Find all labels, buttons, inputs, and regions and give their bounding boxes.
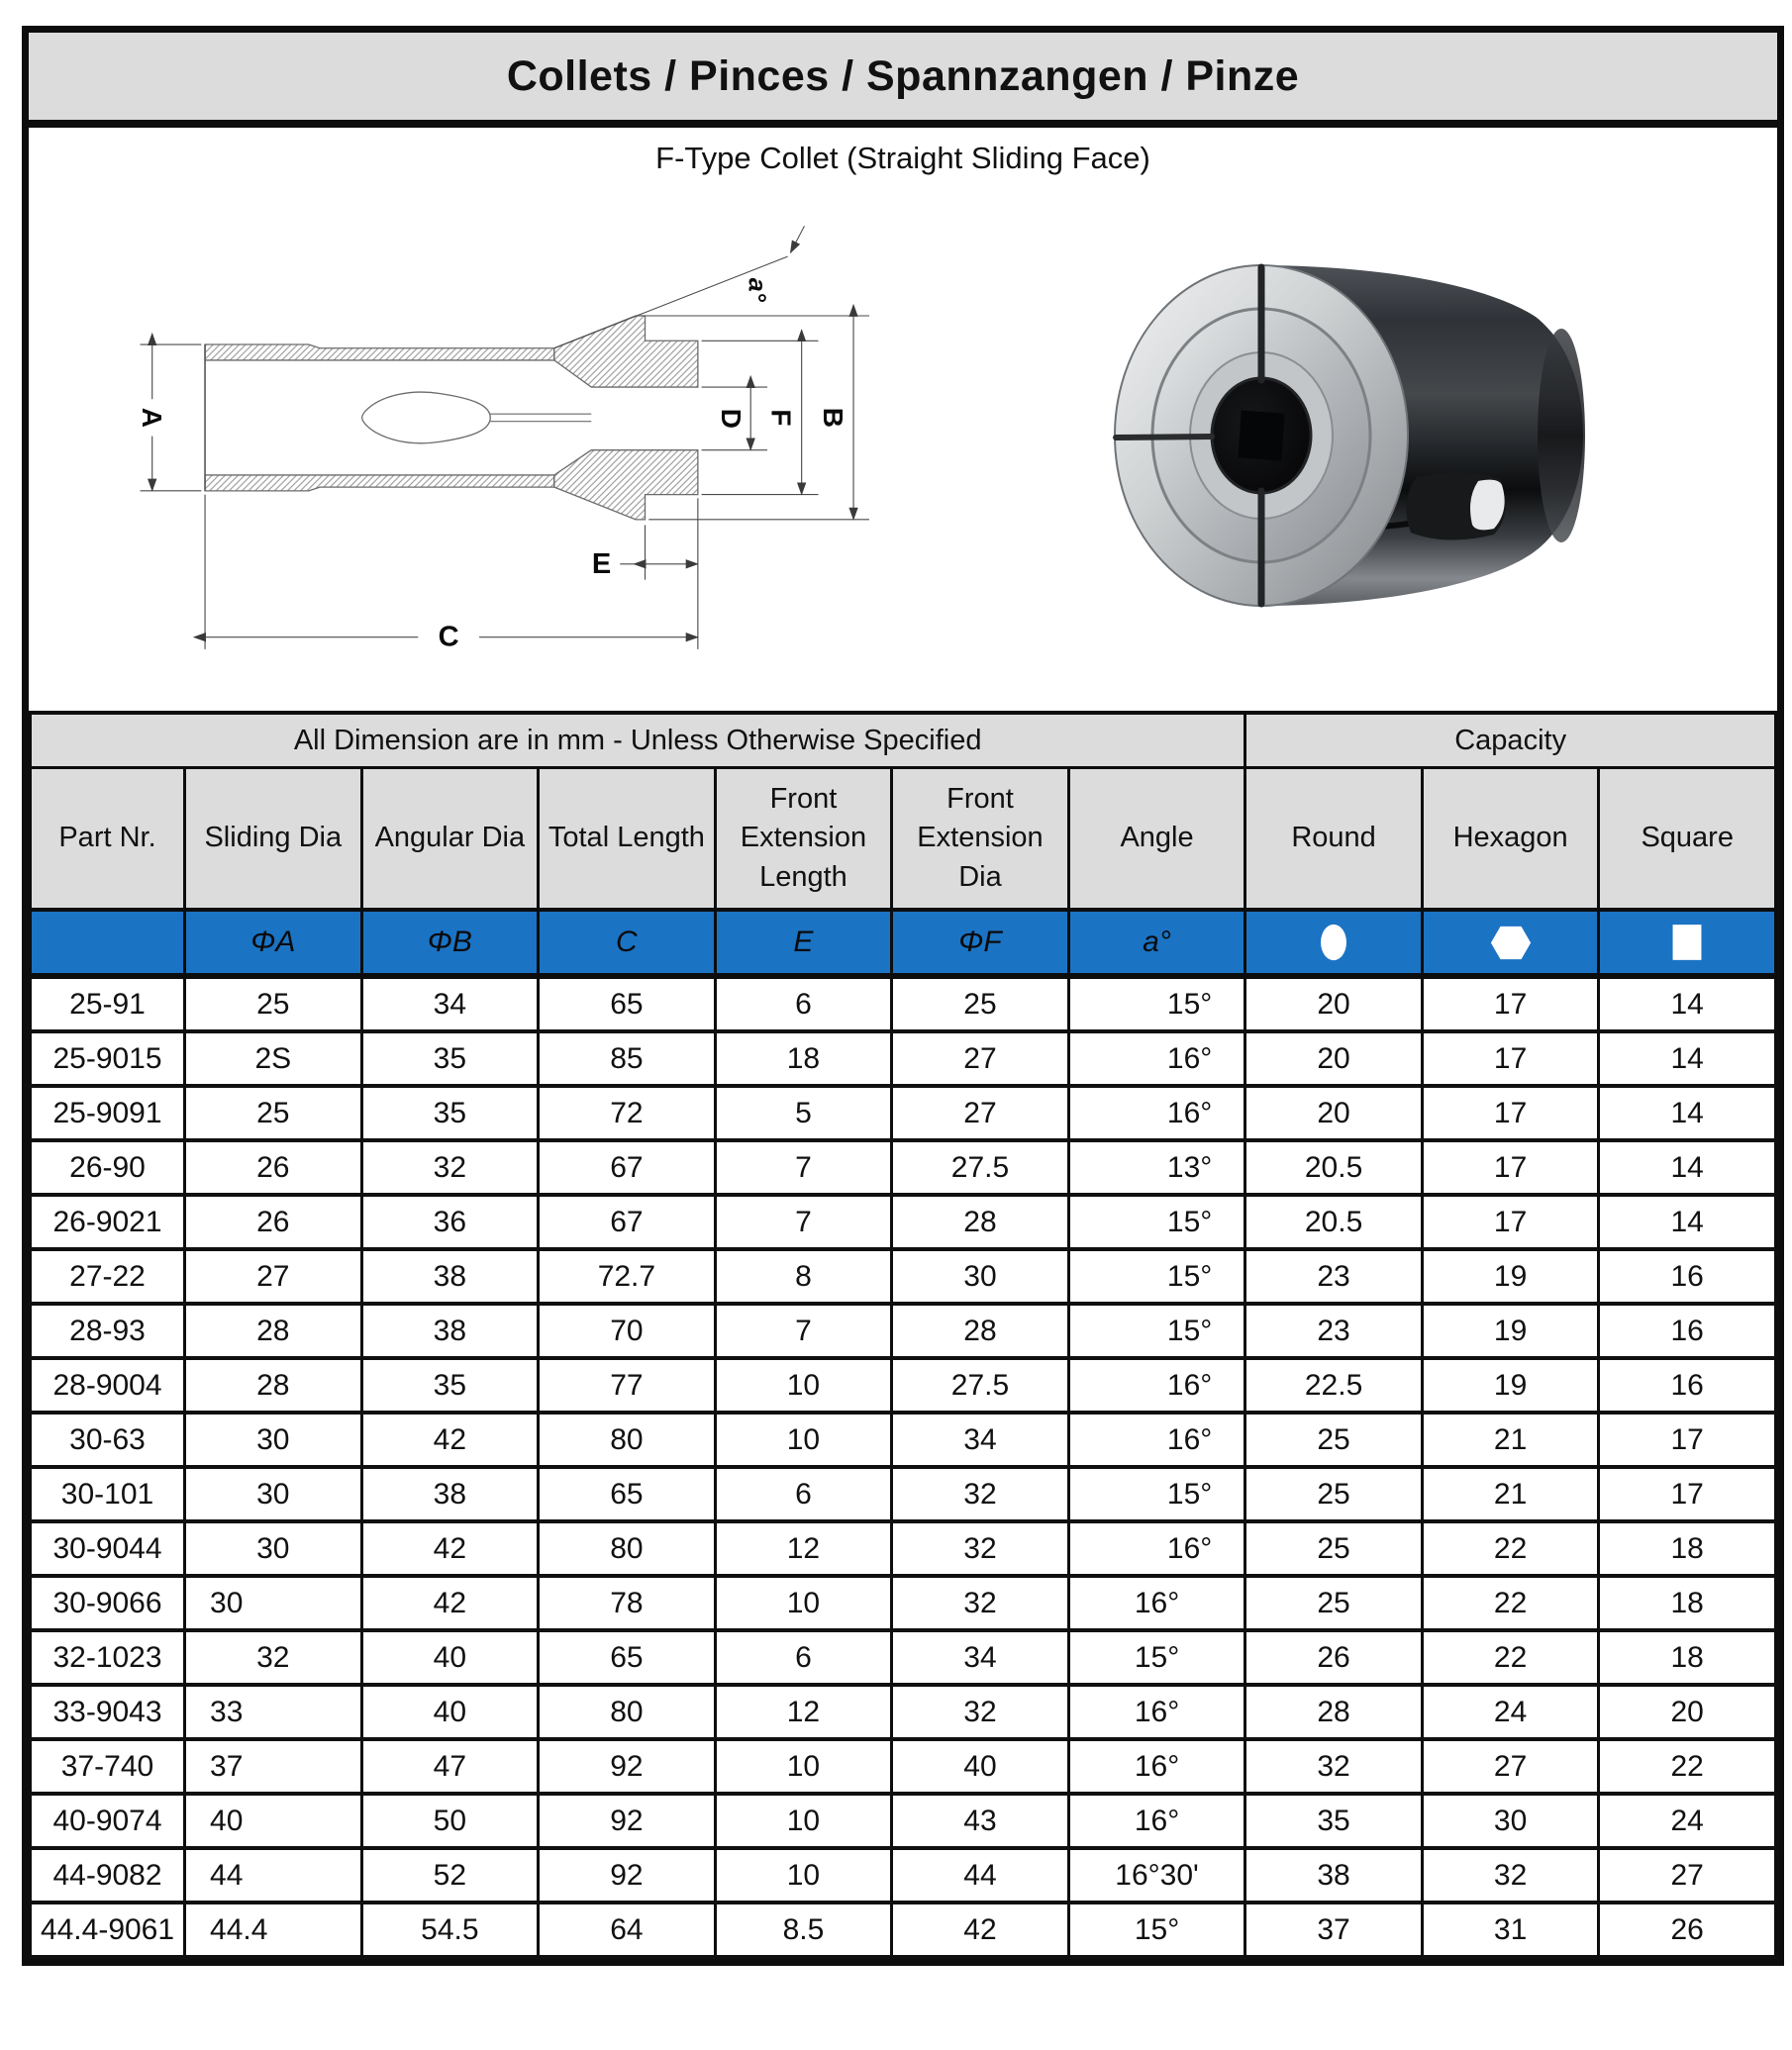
value-cell: 16°: [1068, 1358, 1245, 1413]
symbol-cell: C: [539, 910, 716, 976]
value-cell: 42: [892, 1903, 1069, 1957]
value-cell: 6: [715, 976, 892, 1031]
table-row: [31, 1576, 1776, 1630]
part-number-cell: 30-63: [31, 1413, 185, 1467]
value-cell: 16°: [1068, 1739, 1245, 1794]
value-cell: 22: [1422, 1521, 1599, 1576]
column-header-hexagon: Hexagon: [1422, 768, 1599, 911]
column-header-sliding-dia: Sliding Dia: [185, 768, 362, 911]
value-cell: 7: [715, 1140, 892, 1195]
value-cell: 32: [892, 1685, 1069, 1739]
dim-label-angle: a°: [743, 277, 771, 302]
group-header-dimensions: All Dimension are in mm - Unless Otherwise Specified: [31, 713, 1245, 768]
part-number-cell: 26-90: [31, 1140, 185, 1195]
symbol-cell: ΦB: [361, 910, 539, 976]
value-cell: 27.5: [892, 1358, 1069, 1413]
symbol-row: [31, 910, 1776, 976]
value-cell: 16°: [1068, 1794, 1245, 1848]
table-row: [31, 1358, 1776, 1413]
column-header-part-nr: Part Nr.: [31, 768, 185, 911]
value-cell: 34: [892, 1630, 1069, 1685]
value-cell: 28: [892, 1304, 1069, 1358]
value-cell: 21: [1422, 1413, 1599, 1467]
dim-label-C: C: [438, 621, 459, 653]
value-cell: 92: [539, 1739, 716, 1794]
value-cell: 65: [539, 1467, 716, 1521]
capacity-icon-cell: [1599, 910, 1776, 976]
value-cell: 20: [1245, 976, 1423, 1031]
column-header-front-extension-length: Front Extension Length: [715, 768, 892, 911]
part-number-cell: 37-740: [31, 1739, 185, 1794]
value-cell: 25: [1245, 1576, 1423, 1630]
value-cell: 18: [1599, 1521, 1776, 1576]
value-cell: 30: [892, 1249, 1069, 1304]
value-cell: 27: [1599, 1848, 1776, 1903]
value-cell: 25: [892, 976, 1069, 1031]
value-cell: 37: [185, 1739, 362, 1794]
value-cell: 47: [361, 1739, 539, 1794]
value-cell: 26: [185, 1140, 362, 1195]
value-cell: 2S: [185, 1031, 362, 1086]
value-cell: 10: [715, 1848, 892, 1903]
value-cell: 19: [1422, 1304, 1599, 1358]
column-header-row: [31, 768, 1776, 911]
value-cell: 50: [361, 1794, 539, 1848]
value-cell: 21: [1422, 1467, 1599, 1521]
table-row: [31, 976, 1776, 1031]
table-row: [31, 1249, 1776, 1304]
value-cell: 80: [539, 1521, 716, 1576]
value-cell: 67: [539, 1195, 716, 1249]
value-cell: 44: [185, 1848, 362, 1903]
value-cell: 22.5: [1245, 1358, 1423, 1413]
value-cell: 14: [1599, 1086, 1776, 1140]
value-cell: 10: [715, 1794, 892, 1848]
value-cell: 23: [1245, 1249, 1423, 1304]
column-header-total-length: Total Length: [539, 768, 716, 911]
value-cell: 40: [892, 1739, 1069, 1794]
dim-label-B: B: [817, 407, 848, 429]
value-cell: 25: [185, 1086, 362, 1140]
value-cell: 12: [715, 1521, 892, 1576]
value-cell: 35: [361, 1358, 539, 1413]
group-header-row: [31, 713, 1776, 768]
dim-label-D: D: [716, 408, 747, 430]
capacity-icon-cell: [1245, 910, 1423, 976]
value-cell: 10: [715, 1413, 892, 1467]
value-cell: 17: [1422, 976, 1599, 1031]
column-header-front-extension-dia: Front Extension Dia: [892, 768, 1069, 911]
dim-label-A: A: [137, 407, 168, 429]
value-cell: 72: [539, 1086, 716, 1140]
value-cell: 16°: [1068, 1521, 1245, 1576]
part-number-cell: 27-22: [31, 1249, 185, 1304]
value-cell: 14: [1599, 1031, 1776, 1086]
value-cell: 7: [715, 1304, 892, 1358]
value-cell: 80: [539, 1413, 716, 1467]
part-number-cell: 30-9066: [31, 1576, 185, 1630]
part-number-cell: 25-9015: [31, 1031, 185, 1086]
symbol-cell: E: [715, 910, 892, 976]
value-cell: 16°: [1068, 1031, 1245, 1086]
value-cell: 16: [1599, 1358, 1776, 1413]
value-cell: 37: [1245, 1903, 1423, 1957]
value-cell: 77: [539, 1358, 716, 1413]
value-cell: 27: [892, 1031, 1069, 1086]
value-cell: 27.5: [892, 1140, 1069, 1195]
symbol-cell-empty: [31, 910, 185, 976]
value-cell: 43: [892, 1794, 1069, 1848]
table-row: [31, 1903, 1776, 1957]
value-cell: 35: [1245, 1794, 1423, 1848]
value-cell: 25: [1245, 1467, 1423, 1521]
value-cell: 92: [539, 1794, 716, 1848]
symbol-cell: ΦA: [185, 910, 362, 976]
value-cell: 15°: [1068, 1304, 1245, 1358]
value-cell: 32: [185, 1630, 362, 1685]
part-number-cell: 30-9044: [31, 1521, 185, 1576]
value-cell: 32: [892, 1467, 1069, 1521]
part-number-cell: 28-93: [31, 1304, 185, 1358]
value-cell: 28: [185, 1304, 362, 1358]
square-icon: [1670, 922, 1704, 963]
value-cell: 6: [715, 1630, 892, 1685]
value-cell: 13°: [1068, 1140, 1245, 1195]
hexagon-icon: [1490, 924, 1532, 962]
table-row: [31, 1413, 1776, 1467]
value-cell: 33: [185, 1685, 362, 1739]
symbol-cell: ΦF: [892, 910, 1069, 976]
value-cell: 16°: [1068, 1685, 1245, 1739]
value-cell: 22: [1422, 1576, 1599, 1630]
column-header-square: Square: [1599, 768, 1776, 911]
dim-label-F: F: [765, 409, 797, 427]
collet-section-drawing-icon: [58, 186, 930, 705]
figure-area: [29, 182, 1777, 711]
value-cell: 5: [715, 1086, 892, 1140]
value-cell: 14: [1599, 1140, 1776, 1195]
table-row: [31, 1794, 1776, 1848]
value-cell: 34: [892, 1413, 1069, 1467]
value-cell: 40: [185, 1794, 362, 1848]
value-cell: 64: [539, 1903, 716, 1957]
value-cell: 14: [1599, 1195, 1776, 1249]
value-cell: 20: [1599, 1685, 1776, 1739]
value-cell: 17: [1422, 1031, 1599, 1086]
part-number-cell: 44.4-9061: [31, 1903, 185, 1957]
value-cell: 18: [715, 1031, 892, 1086]
table-row: [31, 1195, 1776, 1249]
product-photo: [1068, 226, 1633, 651]
value-cell: 16°: [1068, 1576, 1245, 1630]
value-cell: 16°: [1068, 1413, 1245, 1467]
value-cell: 16°30': [1068, 1848, 1245, 1903]
value-cell: 32: [892, 1521, 1069, 1576]
value-cell: 34: [361, 976, 539, 1031]
value-cell: 72.7: [539, 1249, 716, 1304]
value-cell: 22: [1599, 1739, 1776, 1794]
value-cell: 30: [185, 1521, 362, 1576]
value-cell: 15°: [1068, 1630, 1245, 1685]
value-cell: 7: [715, 1195, 892, 1249]
column-header-angular-dia: Angular Dia: [361, 768, 539, 911]
part-number-cell: 25-9091: [31, 1086, 185, 1140]
value-cell: 17: [1422, 1086, 1599, 1140]
value-cell: 19: [1422, 1358, 1599, 1413]
value-cell: 70: [539, 1304, 716, 1358]
value-cell: 85: [539, 1031, 716, 1086]
value-cell: 23: [1245, 1304, 1423, 1358]
table-row: [31, 1521, 1776, 1576]
value-cell: 17: [1422, 1140, 1599, 1195]
table-row: [31, 1467, 1776, 1521]
value-cell: 20: [1245, 1031, 1423, 1086]
value-cell: 92: [539, 1848, 716, 1903]
value-cell: 25: [185, 976, 362, 1031]
value-cell: 22: [1422, 1630, 1599, 1685]
part-number-cell: 26-9021: [31, 1195, 185, 1249]
value-cell: 31: [1422, 1903, 1599, 1957]
value-cell: 10: [715, 1358, 892, 1413]
technical-drawing: [58, 186, 954, 705]
value-cell: 10: [715, 1739, 892, 1794]
part-number-cell: 30-101: [31, 1467, 185, 1521]
capacity-icon-cell: [1422, 910, 1599, 976]
value-cell: 40: [361, 1685, 539, 1739]
value-cell: 78: [539, 1576, 716, 1630]
value-cell: 30: [185, 1413, 362, 1467]
value-cell: 65: [539, 976, 716, 1031]
page-subtitle: F-Type Collet (Straight Sliding Face): [655, 141, 1150, 175]
value-cell: 44.4: [185, 1903, 362, 1957]
value-cell: 65: [539, 1630, 716, 1685]
part-number-cell: 32-1023: [31, 1630, 185, 1685]
part-number-cell: 33-9043: [31, 1685, 185, 1739]
value-cell: 30: [185, 1576, 362, 1630]
value-cell: 35: [361, 1031, 539, 1086]
value-cell: 18: [1599, 1630, 1776, 1685]
value-cell: 26: [1245, 1630, 1423, 1685]
value-cell: 8.5: [715, 1903, 892, 1957]
value-cell: 14: [1599, 976, 1776, 1031]
value-cell: 20.5: [1245, 1195, 1423, 1249]
value-cell: 16: [1599, 1249, 1776, 1304]
group-header-capacity: Capacity: [1245, 713, 1776, 768]
value-cell: 26: [1599, 1903, 1776, 1957]
value-cell: 17: [1599, 1413, 1776, 1467]
value-cell: 30: [1422, 1794, 1599, 1848]
value-cell: 17: [1422, 1195, 1599, 1249]
symbol-cell: a°: [1068, 910, 1245, 976]
part-number-cell: 25-91: [31, 976, 185, 1031]
circle-icon: [1315, 921, 1352, 964]
value-cell: 15°: [1068, 1249, 1245, 1304]
value-cell: 19: [1422, 1249, 1599, 1304]
value-cell: 25: [1245, 1413, 1423, 1467]
value-cell: 32: [892, 1576, 1069, 1630]
value-cell: 30: [185, 1467, 362, 1521]
value-cell: 15°: [1068, 1195, 1245, 1249]
value-cell: 54.5: [361, 1903, 539, 1957]
value-cell: 17: [1599, 1467, 1776, 1521]
table-head: [31, 713, 1776, 976]
value-cell: 27: [892, 1086, 1069, 1140]
value-cell: 67: [539, 1140, 716, 1195]
table-row: [31, 1739, 1776, 1794]
value-cell: 36: [361, 1195, 539, 1249]
part-number-cell: 44-9082: [31, 1848, 185, 1903]
value-cell: 32: [1245, 1739, 1423, 1794]
value-cell: 28: [185, 1358, 362, 1413]
value-cell: 52: [361, 1848, 539, 1903]
value-cell: 15°: [1068, 1467, 1245, 1521]
dim-label-E: E: [591, 547, 612, 580]
part-number-cell: 40-9074: [31, 1794, 185, 1848]
value-cell: 16: [1599, 1304, 1776, 1358]
value-cell: 80: [539, 1685, 716, 1739]
value-cell: 38: [361, 1249, 539, 1304]
value-cell: 12: [715, 1685, 892, 1739]
value-cell: 26: [185, 1195, 362, 1249]
value-cell: 42: [361, 1413, 539, 1467]
value-cell: 6: [715, 1467, 892, 1521]
value-cell: 32: [361, 1140, 539, 1195]
value-cell: 27: [1422, 1739, 1599, 1794]
value-cell: 10: [715, 1576, 892, 1630]
value-cell: 27: [185, 1249, 362, 1304]
document-frame: [22, 26, 1784, 1966]
page-title: Collets / Pinces / Spannzangen / Pinze: [29, 33, 1777, 128]
column-header-round: Round: [1245, 768, 1423, 911]
table-row: [31, 1140, 1776, 1195]
value-cell: 44: [892, 1848, 1069, 1903]
value-cell: 28: [1245, 1685, 1423, 1739]
value-cell: 28: [892, 1195, 1069, 1249]
column-header-angle: Angle: [1068, 768, 1245, 911]
value-cell: 16°: [1068, 1086, 1245, 1140]
value-cell: 20.5: [1245, 1140, 1423, 1195]
table-row: [31, 1685, 1776, 1739]
value-cell: 42: [361, 1576, 539, 1630]
collet-photo-icon: [1068, 226, 1623, 651]
value-cell: 32: [1422, 1848, 1599, 1903]
table-row: [31, 1304, 1776, 1358]
table-body: [31, 976, 1776, 1957]
value-cell: 40: [361, 1630, 539, 1685]
value-cell: 38: [361, 1304, 539, 1358]
value-cell: 38: [1245, 1848, 1423, 1903]
value-cell: 24: [1599, 1794, 1776, 1848]
spec-table: [29, 711, 1777, 1959]
value-cell: 24: [1422, 1685, 1599, 1739]
table-row: [31, 1086, 1776, 1140]
value-cell: 25: [1245, 1521, 1423, 1576]
part-number-cell: 28-9004: [31, 1358, 185, 1413]
table-row: [31, 1630, 1776, 1685]
value-cell: 38: [361, 1467, 539, 1521]
value-cell: 18: [1599, 1576, 1776, 1630]
value-cell: 15°: [1068, 976, 1245, 1031]
value-cell: 15°: [1068, 1903, 1245, 1957]
value-cell: 35: [361, 1086, 539, 1140]
value-cell: 8: [715, 1249, 892, 1304]
value-cell: 20: [1245, 1086, 1423, 1140]
table-row: [31, 1031, 1776, 1086]
value-cell: 42: [361, 1521, 539, 1576]
table-row: [31, 1848, 1776, 1903]
